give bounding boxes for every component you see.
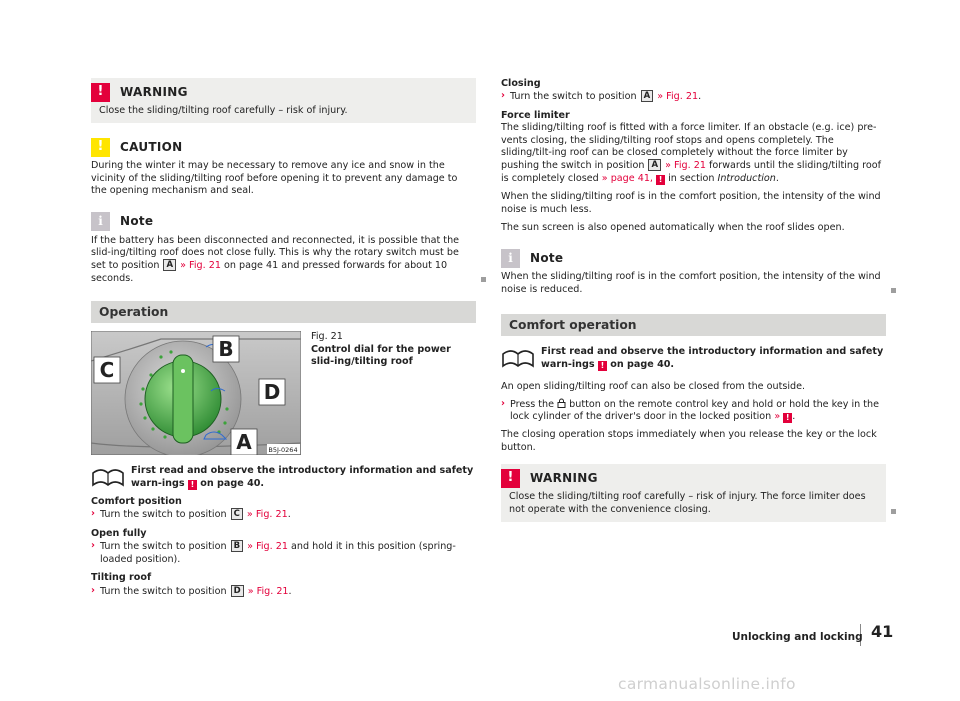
operation-section xyxy=(91,301,476,598)
left-column xyxy=(91,78,476,598)
end-mark xyxy=(481,277,486,282)
force-p2: When the sliding/tilting roof is in the comfort position, the intensity of the wind noise is much less. xyxy=(501,191,881,215)
item-step xyxy=(91,585,476,598)
footer-section-title: Unlocking and locking xyxy=(732,631,863,643)
step-text-after: . xyxy=(288,585,292,597)
note-text xyxy=(91,235,476,286)
dial-label-c: C xyxy=(99,358,115,383)
force-text-2: forwards until the sliding/tilting roof is completely closed xyxy=(501,160,882,184)
intro-text-after: on page 40. xyxy=(610,358,675,370)
item-step xyxy=(91,508,476,521)
step-text: Turn the switch to position xyxy=(100,541,227,553)
section-name: Introduction xyxy=(717,172,776,184)
comfort-p1: An open sliding/tilting roof can also be closed from the outside. xyxy=(501,381,806,393)
warning-icon-small: ! xyxy=(598,361,607,371)
force-text-3: in section xyxy=(668,172,715,184)
key-b: B xyxy=(231,540,243,552)
warning-icon-small: ! xyxy=(656,175,665,185)
warning-icon-small: ! xyxy=(783,413,792,423)
fig-link[interactable]: » Fig. 21 xyxy=(180,260,221,272)
closing-block xyxy=(501,78,886,104)
warning-link[interactable]: » xyxy=(774,410,781,422)
step-text: Turn the switch to position xyxy=(100,585,227,597)
comfort-heading: Comfort operation xyxy=(501,314,886,336)
note-title: Note xyxy=(530,251,564,266)
closing-label: Closing xyxy=(501,78,541,89)
note-text: When the sliding/tilting roof is in the comfort position, the intensity of the wind noise is reduced. xyxy=(501,271,881,295)
book-icon xyxy=(501,346,535,368)
note-section xyxy=(501,248,886,296)
step-text: Turn the switch to position xyxy=(100,509,227,521)
operation-item xyxy=(91,496,476,522)
warning-box xyxy=(91,78,476,123)
intro-text xyxy=(541,346,886,371)
caution-icon: ! xyxy=(91,138,110,157)
arrow-icon: › xyxy=(91,508,95,520)
force-limiter-label: Force limiter xyxy=(501,109,570,121)
arrow-icon: › xyxy=(91,584,95,596)
note-title: Note xyxy=(120,214,154,229)
comfort-section xyxy=(501,314,886,454)
warning-icon: ! xyxy=(91,83,110,102)
fig-link[interactable]: » Fig. 21 xyxy=(247,585,289,597)
comfort-p2: The closing operation stops immediately when you release the key or the lock button. xyxy=(501,429,877,453)
fig-link[interactable]: » Fig. 21 xyxy=(247,541,288,553)
dial-label-b: B xyxy=(218,337,234,362)
item-label: Open fully xyxy=(91,527,147,539)
intro-text-before: First read and observe the introductory information and safety warn-ings xyxy=(131,465,474,489)
key-a: A xyxy=(163,259,176,271)
page-number: 41 xyxy=(871,622,894,641)
note-text-after: on page 41 and pressed forwards for about 10 seconds. xyxy=(91,260,448,284)
key-a: A xyxy=(641,90,654,102)
warning-title: WARNING xyxy=(120,84,188,99)
figure-caption xyxy=(301,331,476,455)
step-text: Press the xyxy=(510,398,555,410)
fig-link[interactable]: » Fig. 21 xyxy=(665,160,706,172)
figure-title: Control dial for the power slid-ing/tilting roof xyxy=(311,343,451,368)
end-mark xyxy=(891,509,896,514)
force-limiter-text: The sliding/tilting roof is fitted with a force limiter. If an obstacle (e.g. ice) pre-vents closing, the sliding/tilting roof stops and opens completely. The sliding/tilt-ing roof can be closed completely without the force limiter by pushing the switch in position A » Fig. 21 forwards until the sliding/tilting roof is completely closed » page 41, ! in section Introduction. xyxy=(501,122,882,184)
item-step xyxy=(91,540,476,566)
item-label: Tilting roof xyxy=(91,572,152,584)
figure-number: Fig. 21 xyxy=(311,331,343,343)
page-link[interactable]: » page 41, xyxy=(601,172,653,184)
step-text-after: . xyxy=(287,509,291,521)
figure-code: B5J-0264 xyxy=(268,446,298,455)
right-column xyxy=(501,78,886,522)
book-icon xyxy=(91,465,125,487)
warning-icon-small: ! xyxy=(188,480,197,490)
intro-reference xyxy=(501,346,886,371)
step-text-after: . xyxy=(698,91,702,103)
info-icon: i xyxy=(91,212,110,231)
end-mark xyxy=(891,288,896,293)
key-a: A xyxy=(648,159,661,171)
caution-section xyxy=(91,137,476,197)
intro-text xyxy=(131,465,476,490)
step-text: Turn the switch to position xyxy=(510,91,637,103)
operation-item xyxy=(91,572,476,598)
lock-icon xyxy=(557,398,566,408)
arrow-icon: › xyxy=(501,397,505,409)
control-dial-image xyxy=(91,331,301,455)
figure-21 xyxy=(91,331,476,455)
fig-link[interactable]: » Fig. 21 xyxy=(657,91,699,103)
arrow-icon: › xyxy=(91,540,95,552)
dial-label-a: A xyxy=(236,430,252,455)
key-d: D xyxy=(231,585,244,597)
warning-text: Close the sliding/tilting roof carefully – risk of injury. The force limiter does not operate with the convenience closing. xyxy=(509,491,866,515)
intro-text-after: on page 40. xyxy=(200,477,265,489)
item-label: Comfort position xyxy=(91,496,182,508)
info-icon: i xyxy=(501,249,520,268)
closing-step xyxy=(501,90,886,103)
arrow-icon: › xyxy=(501,90,505,102)
note-section xyxy=(91,212,476,286)
watermark: carmanualsonline.info xyxy=(618,675,796,693)
comfort-step: › Press the button on the remote control key and hold or hold the key in the lock cylinder of the driver's door in the locked position » ! . xyxy=(501,397,880,422)
operation-item xyxy=(91,528,476,566)
step-text-after: button on the remote control key and hold or hold the key in the lock cylinder of the driver's door in the locked position xyxy=(510,398,880,422)
warning-text: Close the sliding/tilting roof carefully – risk of injury. xyxy=(99,105,348,116)
force-p3: The sun screen is also opened automatically when the roof slides open. xyxy=(501,222,845,234)
warning-box xyxy=(501,464,886,522)
key-c: C xyxy=(231,508,243,520)
fig-link[interactable]: » Fig. 21 xyxy=(246,509,288,521)
operation-heading: Operation xyxy=(91,301,476,323)
warning-icon: ! xyxy=(501,469,520,488)
caution-title: CAUTION xyxy=(120,140,183,155)
caution-text: During the winter it may be necessary to remove any ice and snow in the vicinity of the sliding/tilting roof before opening it to prevent any damage to the opening mechanism and seal. xyxy=(91,160,458,197)
force-text-1: The sliding/tilting roof is fitted with a force limiter. If an obstacle (e.g. ice) pre-vents closing, the sliding/tilting roof stops and opens completely. The sliding/tilt-ing roof can be closed completely without the force limiter by pushing the switch in position xyxy=(501,122,877,172)
step-text-after: and hold it in this position (spring-loaded position). xyxy=(100,541,456,565)
intro-text-before: First read and observe the introductory information and safety warn-ings xyxy=(541,346,884,370)
note-text-before: If the battery has been disconnected and reconnected, it is possible that the slid-ing/tilting roof does not close fully. This is why the rotary switch must be set to position xyxy=(91,234,460,272)
intro-reference xyxy=(91,465,476,490)
dial-label-d: D xyxy=(263,380,281,405)
warning-title: WARNING xyxy=(530,470,598,485)
